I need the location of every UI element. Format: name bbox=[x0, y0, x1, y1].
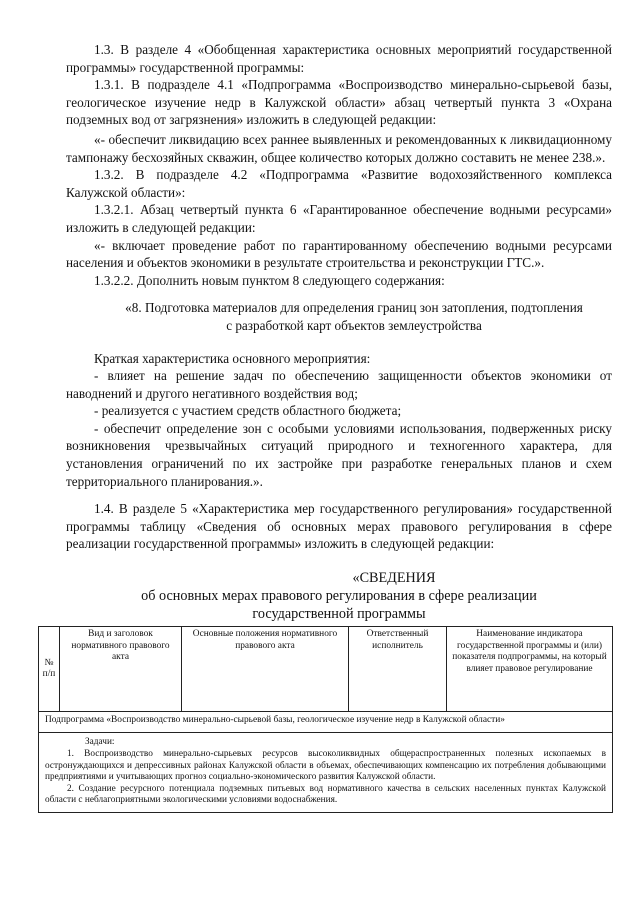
table-row bbox=[39, 712, 613, 733]
table-title-line-1: «СВЕДЕНИЯ bbox=[352, 570, 436, 586]
characteristics-item-1: - влияет на решение задач по обеспечению защищенности объектов экономики от наводнений и другого негативного воздействия вод; bbox=[66, 368, 612, 401]
characteristics-intro: Краткая характеристика основного мероприятия: bbox=[94, 350, 371, 366]
tasks-cell bbox=[39, 733, 613, 813]
paragraph-1-3-2: 1.3.2. В подразделе 4.2 «Подпрограмма «Развитие водохозяйственного комплекса Калужской области»: bbox=[66, 167, 612, 200]
paragraph-1-3-1: 1.3.1. В подразделе 4.1 «Подпрограмма «Воспроизводство минерально-сырьевой базы, геологическое изучение недр в Калужской области» абзац четвертый пункта 3 «Охрана подземных вод от загрязнения» изложить в следующей редакции: bbox=[66, 77, 612, 128]
item-8-heading bbox=[66, 299, 612, 334]
characteristics-item-3: - обеспечит определение зон с особыми условиями использования, подверженных риску возникновения чрезвычайных ситуаций природного и техногенного характера, для установления ограничений по их застройке при разработке генеральных планов и схем территориального планирования.». bbox=[66, 420, 612, 489]
spacer bbox=[66, 335, 612, 350]
table-title-line-3: государственной программы bbox=[252, 606, 426, 622]
task-1: 1. Воспроизводство минерально-сырьевых ресурсов высоколиквидных общераспространенных полезных ископаемых в остронуждающихся и депрессивных районах Калужской области в объемах, обеспечивающих компенсацию их потребления добывающими предприятиями и учитывающих прогноз социально-экономического развития Калужской области. bbox=[45, 749, 606, 783]
quoted-edit-wells: «- обеспечит ликвидацию всех раннее выявленных и рекомендованных к ликвидационному тампонажу бесхозяйных скважин, общее количество которых должно составить не менее 238.». bbox=[66, 131, 612, 165]
quoted-edit-water-supply: «- включает проведение работ по гарантированному обеспечению водными ресурсами населения и объектов экономики в результате строительства и реконструкции ГТС.». bbox=[66, 237, 612, 271]
task-2: 2. Создание ресурсного потенциала подземных питьевых вод нормативного качества в сельских населенных пунктах Калужской области с неблагоприятными экологическими условиями водоснабжения. bbox=[45, 783, 606, 806]
table-row bbox=[39, 733, 613, 813]
header-num: № п/п bbox=[39, 627, 60, 712]
paragraph-1-3-2-1: 1.3.2.1. Абзац четвертый пункта 6 «Гарантированное обеспечение водными ресурсами» изложить в следующей редакции: bbox=[66, 202, 612, 235]
item-8-heading-line-1: «8. Подготовка материалов для определения границ зон затопления, подтопления bbox=[125, 300, 583, 316]
item-8-heading-line-2: с разработкой карт объектов землеустройства bbox=[226, 317, 482, 333]
paragraph-1-4: 1.4. В разделе 5 «Характеристика мер государственного регулирования» государственной программы таблицу «Сведения об основных мерах правового регулирования в сфере реализации государственной программы» изложить в следующей редакции: bbox=[66, 501, 612, 552]
table-title-line-2: об основных мерах правового регулирования в сфере реализации bbox=[141, 588, 537, 604]
table-title bbox=[66, 569, 612, 623]
tasks-label: Задачи: bbox=[85, 737, 115, 747]
header-indicator: Наименование индикатора государственной программы и (или) показателя подпрограммы, на который влияет правовое регулирование bbox=[447, 627, 613, 712]
header-provisions: Основные положения нормативного правового акта bbox=[182, 627, 349, 712]
header-executor: Ответственный исполнитель bbox=[349, 627, 447, 712]
header-act-type: Вид и заголовок нормативного правового акта bbox=[60, 627, 182, 712]
paragraph-1-3-2-2: 1.3.2.2. Дополнить новым пунктом 8 следующего содержания: bbox=[94, 272, 445, 288]
subprogram-title: Подпрограмма «Воспроизводство минерально-сырьевой базы, геологическое изучение недр в Калужской области» bbox=[39, 712, 613, 733]
table-header-row bbox=[39, 627, 613, 712]
characteristics-item-2: - реализуется с участием средств областного бюджета; bbox=[94, 403, 402, 419]
spacer bbox=[66, 490, 612, 500]
legal-regulation-table bbox=[38, 626, 613, 813]
document-body bbox=[66, 41, 612, 553]
paragraph-1-3: 1.3. В разделе 4 «Обобщенная характеристика основных мероприятий государственной программы» государственной программы: bbox=[66, 42, 612, 75]
